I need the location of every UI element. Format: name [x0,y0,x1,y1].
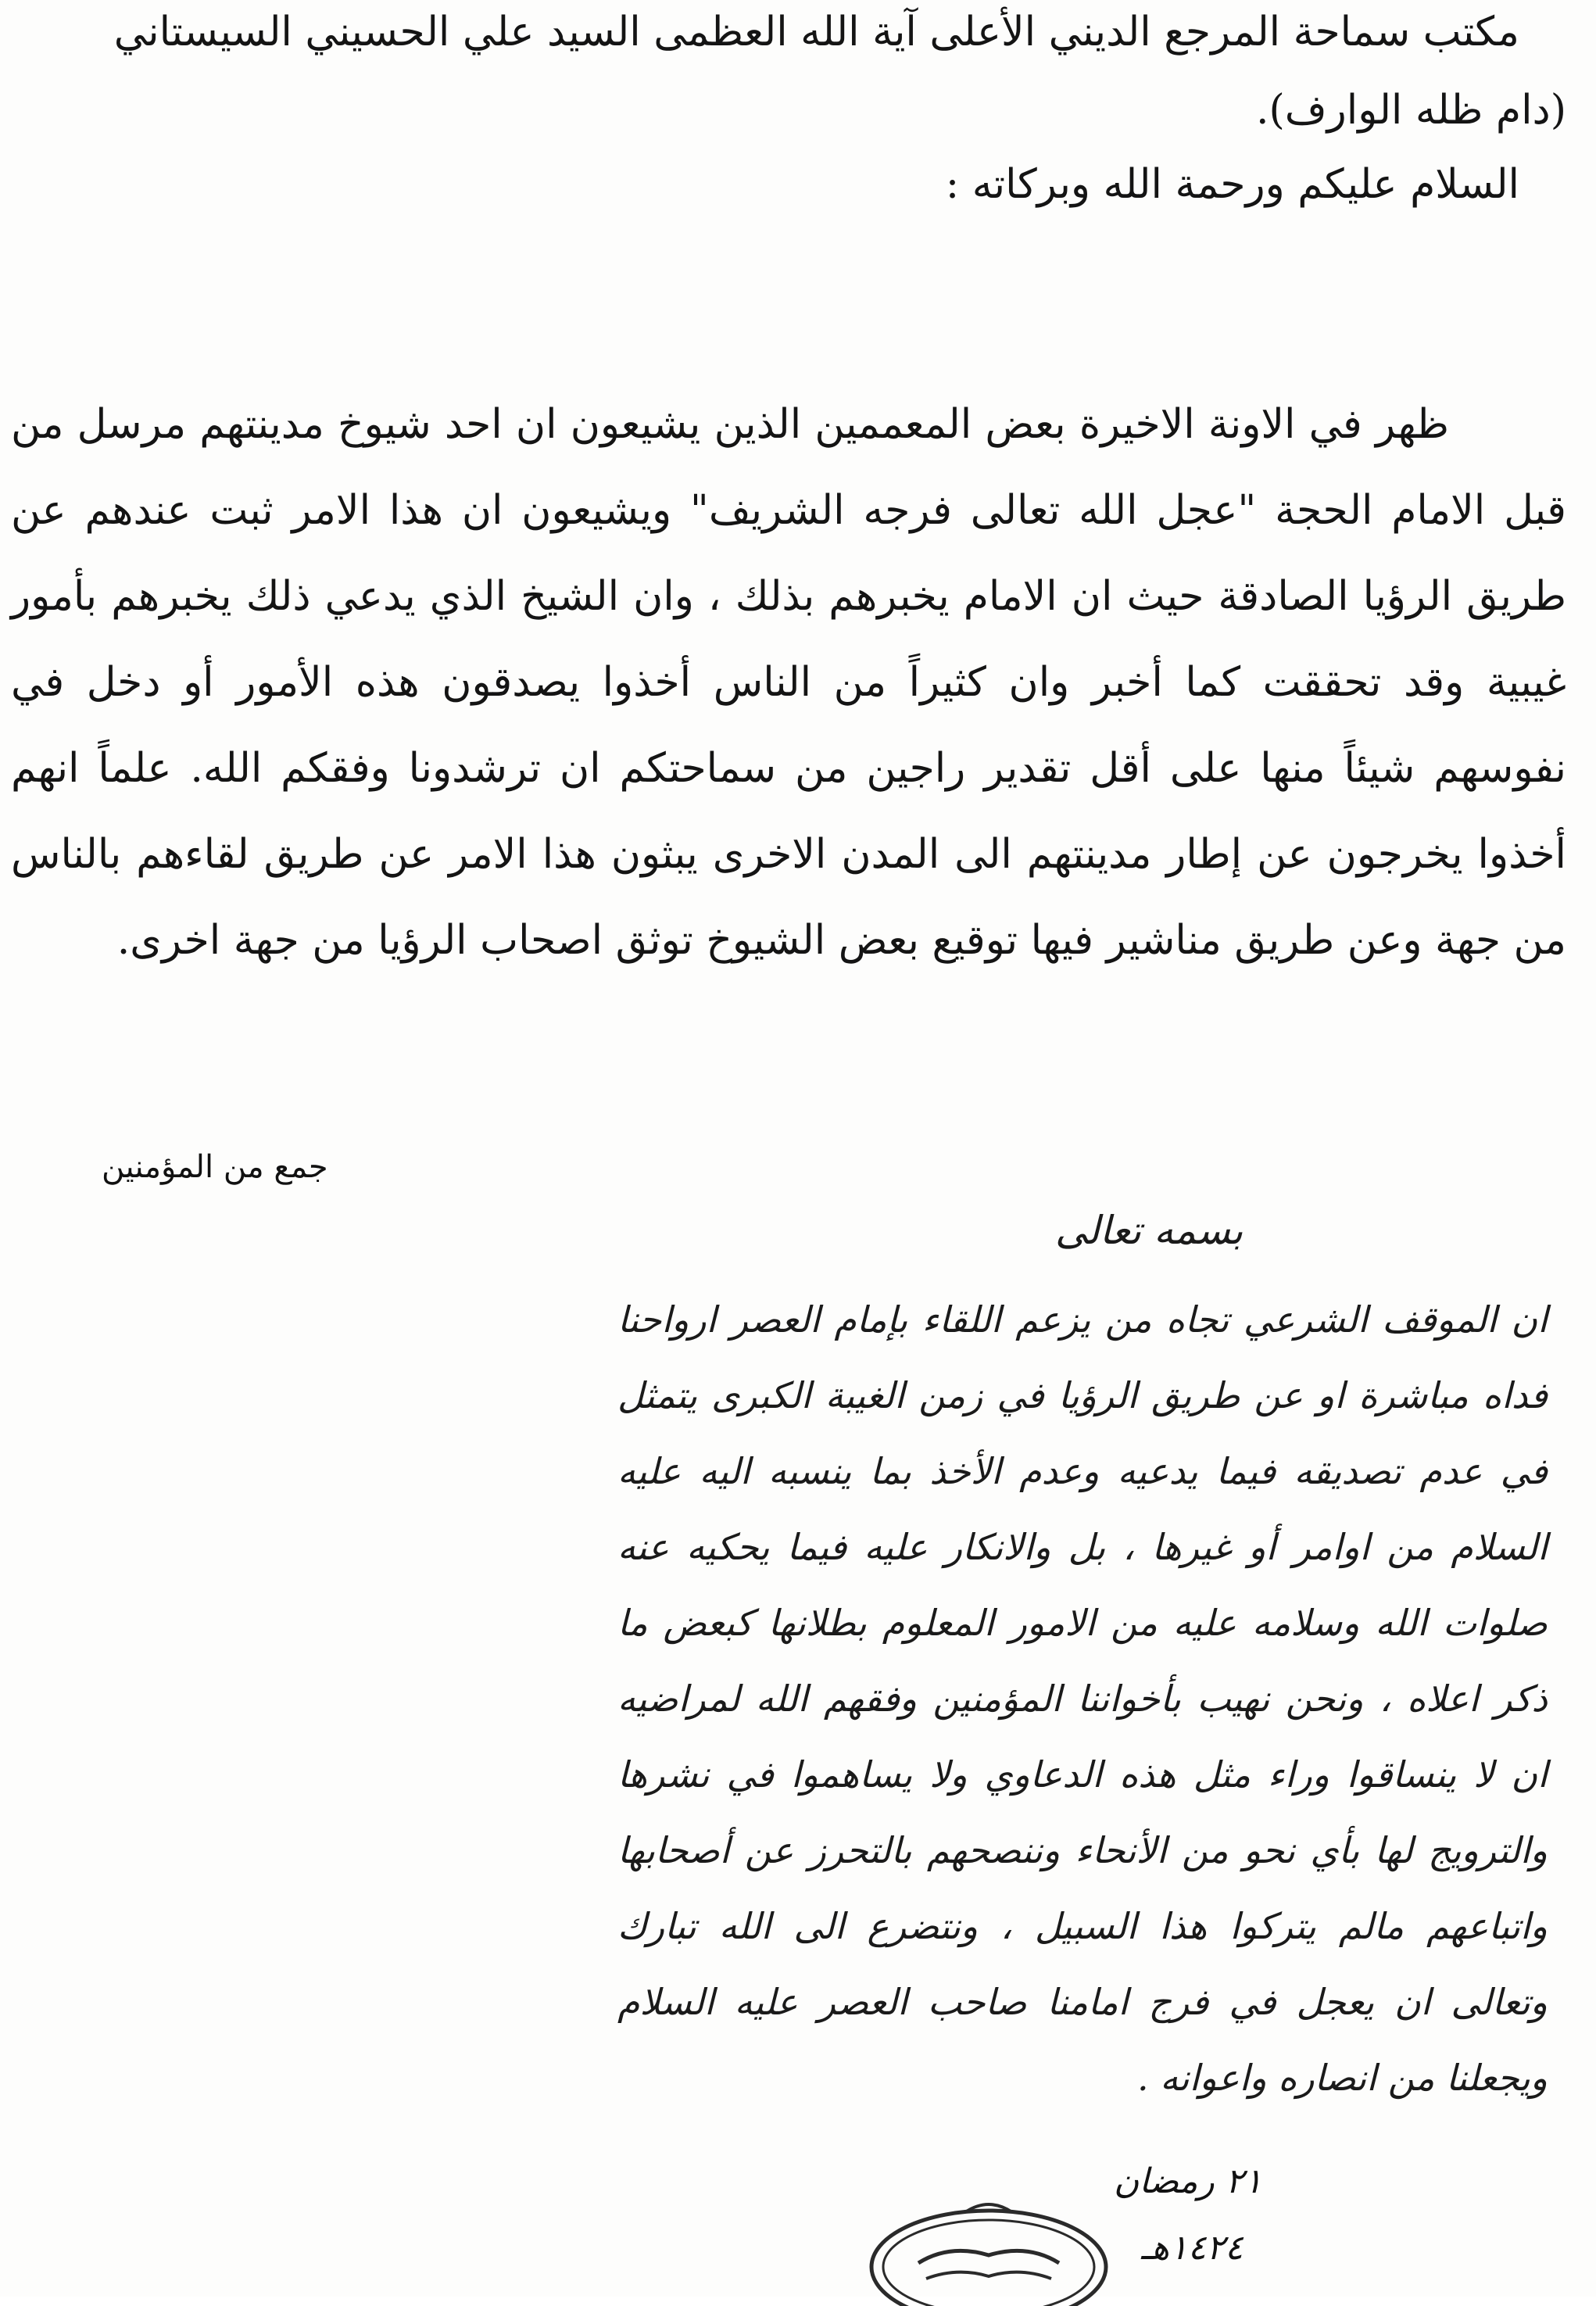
reply-opening: بسمه تعالى [1055,1208,1244,1253]
addressee-honorific: (دام ظله الوارف). [1255,87,1566,134]
reply-body: ان الموقف الشرعي تجاه من يزعم اللقاء بإمام العصر ارواحنا فداه مباشرة او عن طريق الرؤيا في زمن الغيبة الكبرى يتمثل في عدم تصديقه فيما يدعيه وعدم الأخذ بما ينسبه اليه عليه السلام من اوامر أو غيرها ، بل والانكار عليه فيما يحكيه عنه صلوات الله وسلامه عليه من الامور المعلوم بطلانها كبعض ما ذكر اعلاه ، ونحن نهيب بأخواننا المؤمنين وفقهم الله لمراضيه ان لا ينساقوا وراء مثل هذه الدعاوي ولا يساهموا في نشرها والترويج لها بأي نحو من الأنحاء وننصحهم بالتحرز عن أصحابها واتباعهم مالم يتركوا هذا السبيل ، ونتضرع الى الله تبارك وتعالى ان يعجل في فرج امامنا صاحب العصر عليه السلام ويجعلنا من انصاره واعوانه . [617,1298,1548,2099]
reply-date-year: ١٤٢٤هـ [1141,2228,1244,2268]
office-seal-stamp [864,2181,1114,2306]
greeting: السلام عليكم ورحمة الله وبركاته : [945,161,1519,208]
letter-signature: جمع من المؤمنين [102,1149,328,1185]
reply-date-day: ٢١ رمضان [1114,2161,1262,2201]
addressee-line: مكتب سماحة المرجع الديني الأعلى آية الله العظمى السيد علي الحسيني السيستاني [113,9,1519,56]
letter-body: ظهر في الاونة الاخيرة بعض المعممين الذين يشيعون ان احد شيوخ مدينتهم مرسل من قبل الامام الحجة "عجل الله تعالى فرجه الشريف" ويشيعون ان هذا الامر ثبت عندهم عن طريق الرؤيا الصادقة حيث ان الامام يخبرهم بذلك ، وان الشيخ الذي يدعي ذلك يخبرهم بأمور غيبية وقد تحققت كما أخبر وان كثيراً من الناس أخذوا يصدقون هذه الأمور أو دخل في نفوسهم شيئاً منها على أقل تقدير راجين من سماحتكم ان ترشدونا وفقكم الله. علماً انهم أخذوا يخرجون عن إطار مدينتهم الى المدن الاخرى يبثون هذا الامر عن طريق لقاءهم بالناس من جهة وعن طريق مناشير فيها توقيع بعض الشيوخ توثق اصحاب الرؤيا من جهة اخرى. [11,401,1566,964]
